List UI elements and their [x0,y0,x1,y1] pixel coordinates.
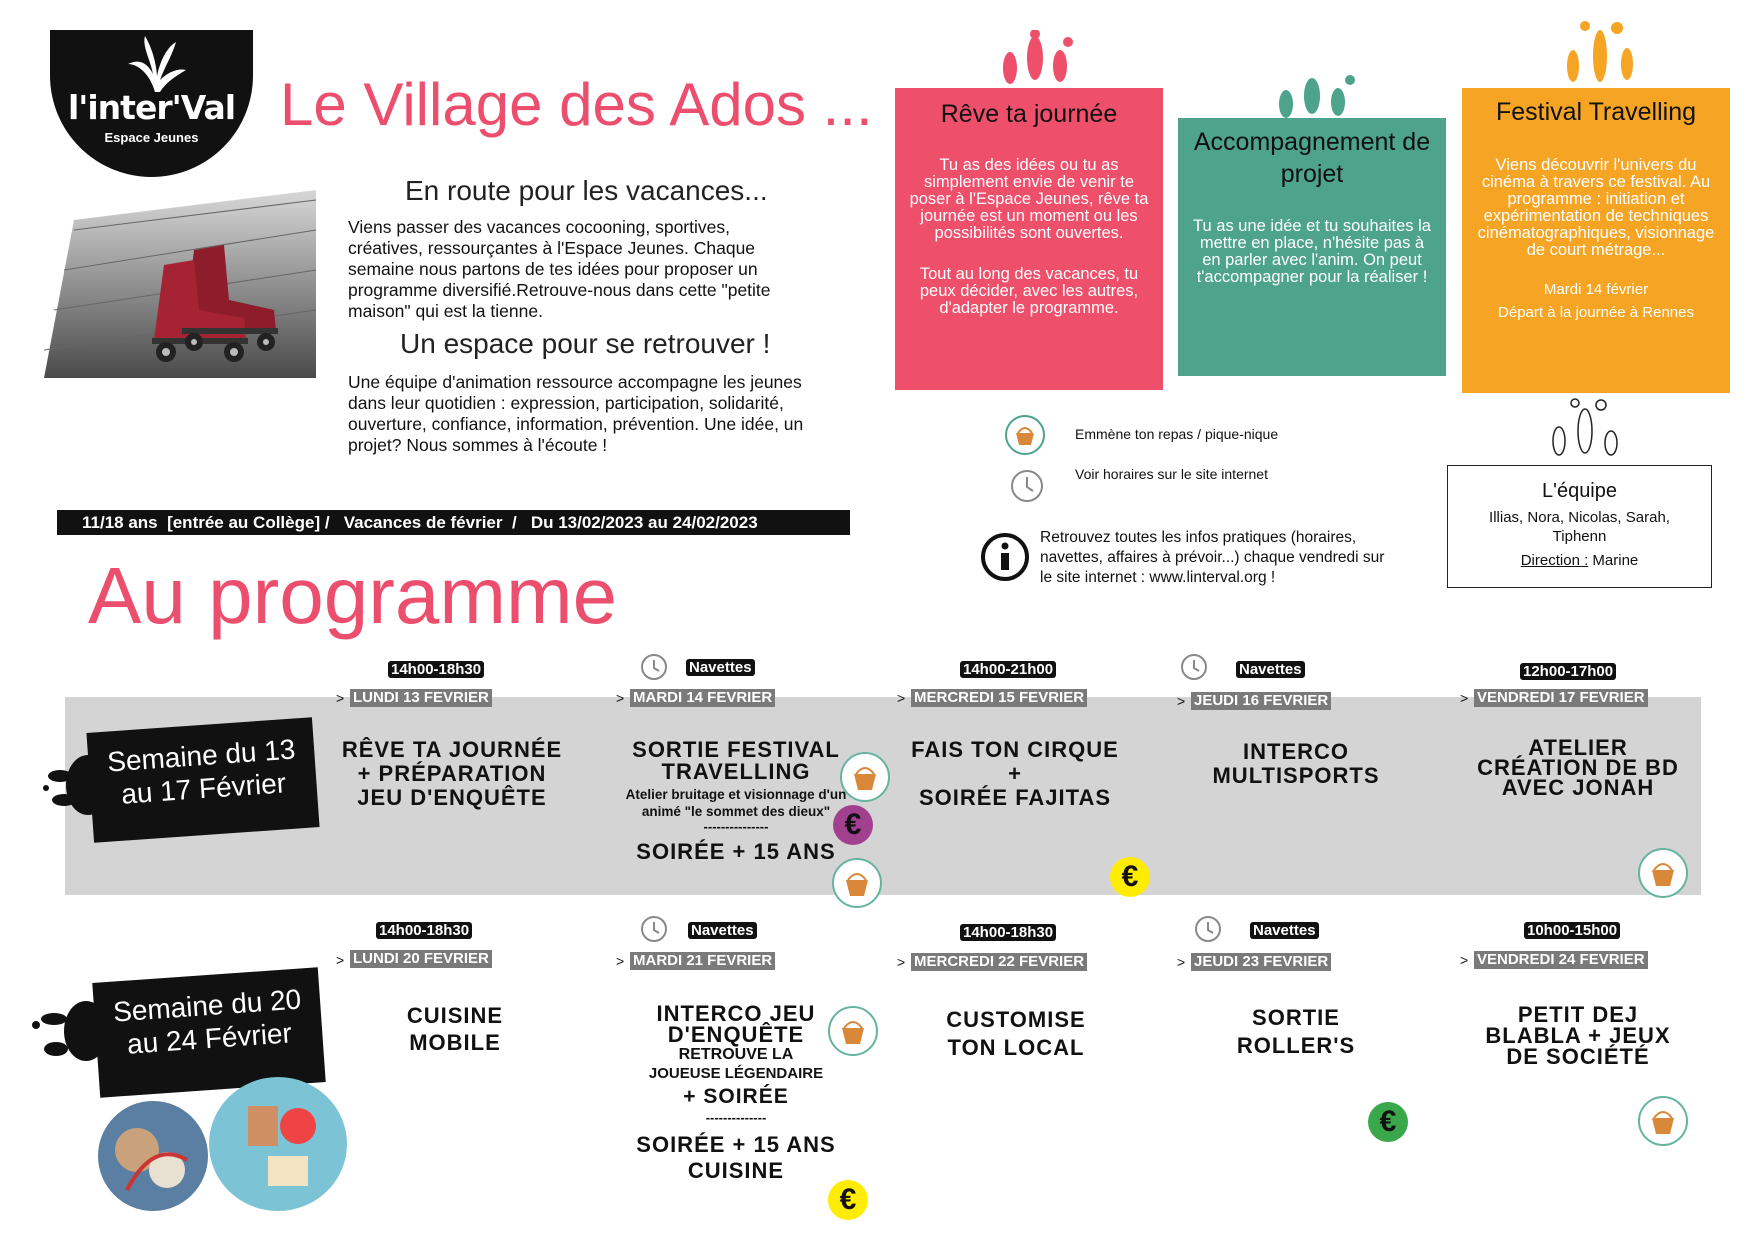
week1-label [86,717,319,842]
intro-heading-2: Un espace pour se retrouver ! [400,328,771,359]
w1-tue-clock-icon [638,650,670,682]
week1-label-line2: au 17 Février [120,767,287,810]
w2-mon-day: LUNDI 20 FEVRIER [350,950,492,968]
w2-fri-day: VENDREDI 24 FEVRIER [1474,951,1648,969]
equipe-direction-label: Direction : [1520,552,1589,569]
w2-wed-arrow: > [897,954,906,970]
w1-thu-line2: MULTISPORTS [1212,763,1380,788]
intro-paragraph-1: Viens passer des vacances cocooning, sportives, créatives, ressourçantes à l'Espace Jeunes. Chaque semaine nous partons de tes idées pour proposer un programme diversifié.Retrouve-nous dans cette "petite maison" qui est la tienne. [348,217,771,321]
w2-tue-sub2: JOUEUSE LÉGENDAIRE [648,1065,824,1082]
w2-tue-day: MARDI 21 FEVRIER [630,952,775,970]
card-reve-text-1: Tu as des idées ou tu as simplement envie de venir te poser à l'Espace Jeunes, rêve ta journée est un moment ou les possibilités sont ouvertes. [909,156,1149,242]
card-accompagnement-text: Tu as une idée et tu souhaites la mettre en place, n'hésite pas à en parler avec l'anim. On peut t'accompagner pour la réaliser ! [1193,217,1431,286]
w1-wed-euro-icon: € [1110,857,1150,897]
w2-thu-activity [1166,1004,1426,1060]
w2-mon-line1: CUISINE [406,1003,504,1028]
legend-info: Retrouvez toutes les infos pratiques (horaires, navettes, affaires à prévoir...) chaque vendredi sur le site internet : www.linterval.org ! [1040,529,1385,586]
w1-thu-activity [1166,740,1426,788]
equipe-box [1447,465,1712,588]
w1-mon-activity [322,738,582,810]
w1-tue-arrow: > [616,690,625,706]
w1-thu-clock-icon [1178,650,1210,682]
w2-fri-arrow: > [1460,952,1469,968]
w1-tue-sub1: Atelier bruitage et visionnage d'un [625,787,847,802]
equipe-members: Illias, Nora, Nicolas, Sarah, Tiphenn [1489,509,1670,545]
w2-fri-line1: PETIT DEJ [1517,1002,1639,1027]
w2-thu-line2: ROLLER'S [1236,1033,1356,1058]
w1-tue-sub2: animé "le sommet des dieux" [641,804,831,819]
w2-fri-line2: BLABLA + JEUX [1485,1023,1671,1048]
w1-fri-basket-icon [1638,848,1688,898]
w2-mon-time: 14h00-18h30 [376,922,472,939]
w1-mon-line1: RÊVE TA JOURNÉE [341,737,563,762]
activity-photo-2 [208,1076,348,1212]
w2-mon-activity [325,1002,585,1056]
w1-thu-shuttle: Navettes [1236,661,1305,678]
card-festival-title: Festival Travelling [1495,98,1697,126]
w1-tue-activity [606,738,866,864]
card-accompagnement-projet [1178,118,1446,376]
w1-mon-time: 14h00-18h30 [388,661,484,678]
w1-tue-line3: SOIRÉE + 15 ANS [636,839,836,864]
w2-thu-clock-icon [1192,912,1224,944]
logo-subtitle: Espace Jeunes [104,130,199,145]
w2-mon-arrow: > [336,952,345,968]
w2-thu-euro-icon: € [1368,1102,1408,1142]
w2-tue-activity [606,1003,866,1183]
w2-wed-day: MERCREDI 22 FEVRIER [911,953,1087,971]
equipe-direction-name: Marine [1592,552,1639,569]
w2-fri-time: 10h00-15h00 [1524,922,1620,939]
w2-tue-euro-icon: € [828,1180,868,1220]
w1-wed-line1: FAIS TON CIRQUE [911,737,1119,762]
intro-paragraph-2: Une équipe d'animation ressource accompagne les jeunes dans leur quotidien : expression, participation, solidarité, ouverture, confiance, information, prévention. Une idée, un projet? Nous sommes à l'écoute ! [348,372,804,455]
w2-fri-line3: DE SOCIÉTÉ [1506,1044,1650,1069]
w1-wed-activity [883,738,1147,810]
w2-thu-arrow: > [1177,954,1186,970]
w1-thu-line1: INTERCO [1243,739,1349,764]
logo-name: l'inter'Val [67,88,236,127]
w1-mon-line3: JEU D'ENQUÊTE [357,785,547,810]
w2-tue-line5: CUISINE [687,1158,785,1183]
w1-tue-separator: --------------- [703,819,769,834]
w2-wed-line1: CUSTOMISE [946,1007,1086,1032]
info-icon [980,532,1030,582]
card-festival-date: Mardi 14 février [1543,281,1649,298]
card-festival-travelling [1462,88,1730,393]
w1-thu-day: JEUDI 16 FEVRIER [1191,692,1331,710]
w1-wed-day: MERCREDI 15 FEVRIER [911,689,1087,707]
w1-fri-activity [1446,735,1710,800]
w1-wed-line2: + [1008,761,1022,786]
w1-thu-arrow: > [1177,693,1186,709]
card-festival-depart: Départ à la journée à Rennes [1498,304,1694,321]
green-splash-icon [1268,70,1358,120]
w1-fri-line2: CRÉATION DE BD [1477,755,1679,780]
intro-heading-1: En route pour les vacances... [405,175,768,206]
w1-wed-time: 14h00-21h00 [960,661,1056,678]
equipe-direction [1448,552,1711,569]
info-bar: 11/18 ans [entrée au Collège] / Vacances de février / Du 13/02/2023 au 24/02/2023 [57,510,850,535]
w2-mon-line2: MOBILE [409,1030,501,1055]
w2-wed-activity [884,1006,1148,1062]
w2-thu-shuttle: Navettes [1250,922,1319,939]
w1-fri-line3: AVEC JONAH [1501,775,1655,800]
card-reve-title: Rêve ta journée [940,100,1118,128]
page-title: Le Village des Ados ... [280,71,873,138]
programme-title: Au programme [88,551,618,640]
w2-fri-activity [1446,1004,1710,1067]
w2-wed-line2: TON LOCAL [947,1035,1085,1060]
w1-tue-line1: SORTIE FESTIVAL [632,737,840,762]
w2-tue-shuttle: Navettes [688,922,757,939]
w1-fri-time: 12h00-17h00 [1520,663,1616,680]
w1-tue-euro-icon: € [833,805,873,845]
pink-splash-icon [990,30,1080,92]
logo [50,30,253,177]
clock-icon [1008,465,1048,505]
w1-mon-line2: + PRÉPARATION [357,761,547,786]
w2-tue-clock-icon [638,912,670,944]
w1-tue-line2: TRAVELLING [661,759,811,784]
card-accompagnement-title: Accompagnement de projet [1193,128,1431,188]
w1-mon-day: LUNDI 13 FEVRIER [350,689,492,707]
card-reve-text-2: Tout au long des vacances, tu peux décider, avec les autres, d'adapter le programme. [919,265,1139,317]
w2-tue-line3: + SOIRÉE [683,1085,789,1108]
w1-tue-shuttle: Navettes [686,659,755,676]
card-festival-text: Viens découvrir l'univers du cinéma à travers ce festival. Au programme : initiation et expérimentation de techniques cinématographiques, visionnage de court métrage... [1477,156,1715,259]
week2-label-line2: au 24 Février [126,1017,293,1060]
w2-tue-line1: INTERCO JEU [656,1001,816,1026]
w2-tue-basket-icon [828,1006,878,1056]
w2-tue-separator: -------------- [705,1110,767,1125]
w2-thu-line1: SORTIE [1252,1005,1340,1030]
w1-wed-arrow: > [897,690,906,706]
legend-horaires: Voir horaires sur le site internet [1075,466,1268,482]
card-reve-ta-journee [895,88,1163,390]
w2-thu-day: JEUDI 23 FEVRIER [1191,953,1331,971]
logo-splash-icon [120,34,190,94]
w1-fri-day: VENDREDI 17 FEVRIER [1474,689,1648,707]
w1-mon-arrow: > [336,690,345,706]
w1-fri-arrow: > [1460,690,1469,706]
legend-repas: Emmène ton repas / pique-nique [1075,426,1279,442]
w2-wed-time: 14h00-18h30 [960,924,1056,941]
w2-tue-arrow: > [616,953,625,969]
equipe-splash-icon [1545,395,1625,465]
orange-splash-icon [1555,18,1645,90]
picnic-basket-icon [1005,415,1045,455]
w2-tue-sub1: RETROUVE LA [678,1046,794,1063]
w1-tue-basket-icon-2 [832,858,882,908]
roller-skates-photo [44,190,316,378]
w1-fri-line1: ATELIER [1528,735,1628,760]
w2-tue-line2: D'ENQUÊTE [667,1022,805,1047]
week1-label-line1: Semaine du 13 [106,733,297,778]
w1-wed-line3: SOIRÉE FAJITAS [918,785,1112,810]
week2-label-line1: Semaine du 20 [112,983,303,1028]
w1-tue-day: MARDI 14 FEVRIER [630,689,775,707]
w2-fri-basket-icon [1638,1096,1688,1146]
w2-tue-line4: SOIRÉE + 15 ANS [636,1132,836,1157]
activity-photo-1 [97,1100,209,1212]
equipe-title: L'équipe [1542,480,1617,502]
